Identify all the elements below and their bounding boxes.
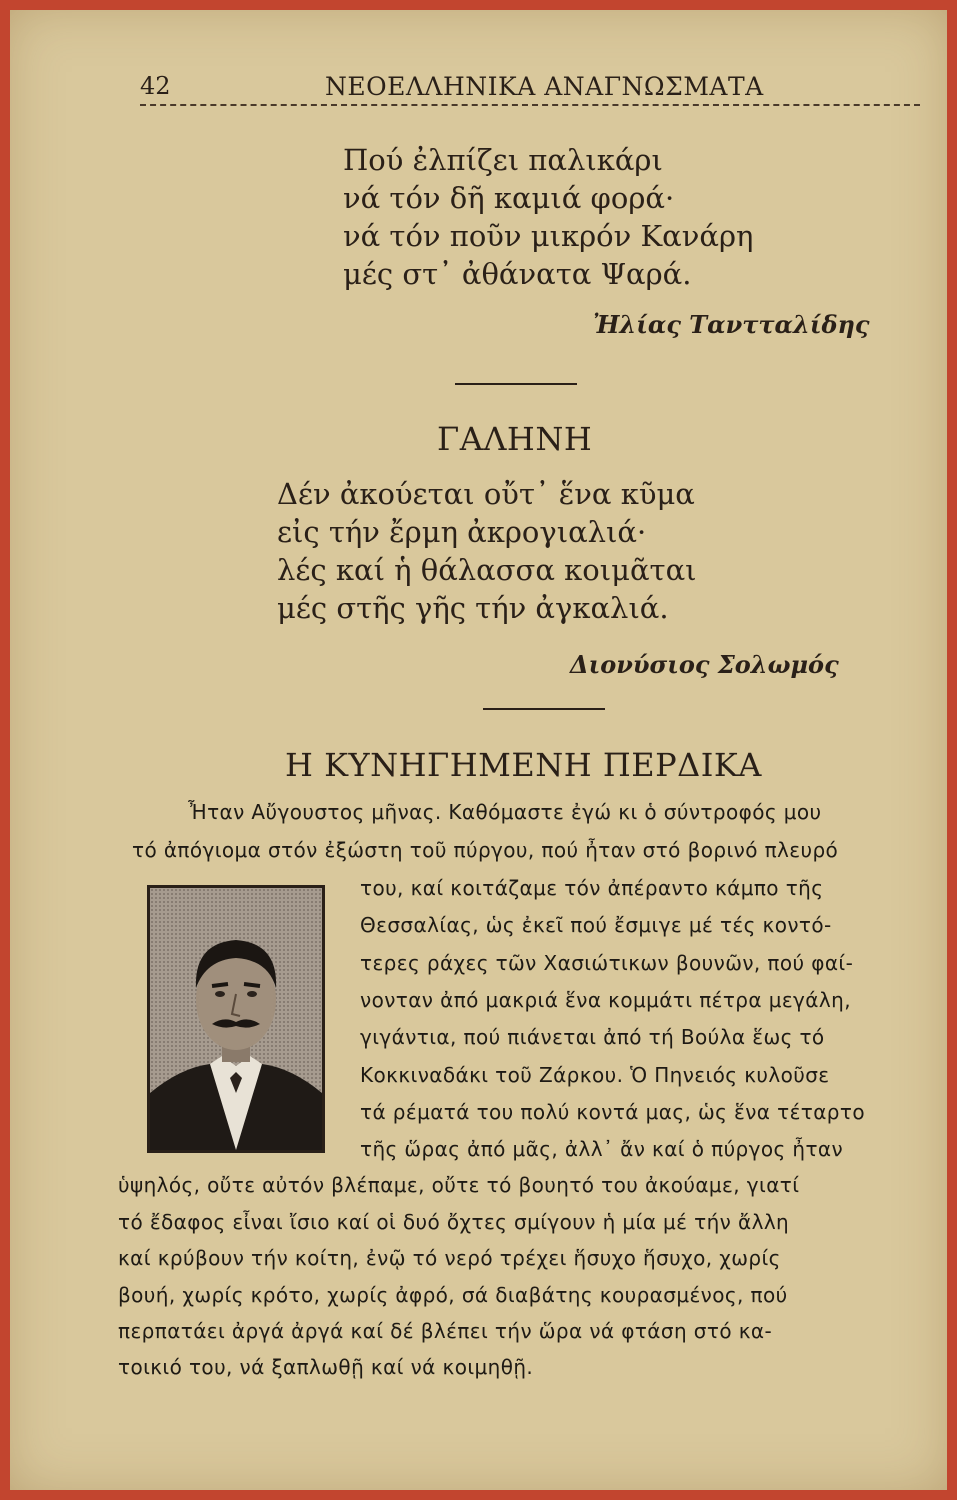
story-line: τῆς ὥρας ἀπό μᾶς, ἀλλ᾿ ἄν καί ὁ πύργος ἦταν bbox=[360, 1137, 844, 1161]
story-line: τό ἀπόγιομα στόν ἐξώστη τοῦ πύργου, πού ἦταν στό βορινό πλευρό bbox=[132, 838, 839, 862]
poem-2-line: Δέν ἀκούεται οὔτ᾿ ἕνα κῦμα bbox=[277, 477, 695, 511]
poem-2-title: ΓΑΛΗΝΗ bbox=[437, 420, 593, 458]
story-line: του, καί κοιτάζαμε τόν ἀπέραντο κάμπο τῆς bbox=[360, 876, 824, 900]
story-line: καί κρύβουν τήν κοίτη, ἐνῷ τό νερό τρέχει ἥσυχο ἥσυχο, χωρίς bbox=[118, 1246, 781, 1270]
page-header bbox=[140, 72, 920, 106]
story-line: Κοκκιναδάκι τοῦ Ζάρκου. Ὁ Πηνειός κυλοῦσε bbox=[360, 1063, 830, 1087]
story-line: γιγάντια, πού πιάνεται ἀπό τή Βούλα ἕως τό bbox=[360, 1025, 825, 1049]
story-line: τό ἔδαφος εἶναι ἴσιο καί οἱ δυό ὄχτες σμίγουν ἡ μία μέ τήν ἄλλη bbox=[118, 1210, 790, 1234]
poem-1-line: νά τόν δῆ καμιά φορά· bbox=[343, 181, 675, 215]
poem-2 bbox=[277, 475, 697, 627]
running-title: ΝΕΟΕΛΛΗΝΙΚΑ ΑΝΑΓΝΩΣΜΑΤΑ bbox=[325, 72, 764, 101]
poem-1-line: νά τόν ποῦν μικρόν Κανάρη bbox=[343, 219, 754, 253]
section-divider bbox=[483, 708, 605, 710]
story-line: τά ρέματά του πολύ κοντά μας, ὡς ἕνα τέταρτο bbox=[360, 1100, 865, 1124]
poem-1 bbox=[343, 141, 753, 293]
story-line: περπατάει ἀργά ἀργά καί δέ βλέπει τήν ὥρα νά φτάση στό κα- bbox=[118, 1319, 773, 1343]
story-line: Ἦταν Αὔγουστος μῆνας. Καθόμαστε ἐγώ κι ὁ σύντροφός μου bbox=[188, 800, 822, 824]
story-line: βουή, χωρίς κρότο, χωρίς ἀφρό, σά διαβάτης κουρασμένος, πού bbox=[118, 1283, 788, 1307]
author-portrait bbox=[147, 885, 325, 1153]
story-line: τερες ράχες τῶν Χασιώτικων βουνῶν, πού φαί- bbox=[360, 951, 854, 975]
page-number: 42 bbox=[140, 72, 171, 100]
story-line: Θεσσαλίας, ὡς ἐκεῖ πού ἔσμιγε μέ τές κοντό- bbox=[360, 913, 832, 937]
portrait-image bbox=[150, 888, 322, 1150]
story-title: Η ΚΥΝΗΓΗΜΕΝΗ ΠΕΡΔΙΚΑ bbox=[285, 746, 762, 784]
poem-1-line: μές στ᾿ ἀθάνατα Ψαρά. bbox=[343, 257, 692, 291]
header-rule bbox=[140, 104, 920, 106]
story-line: νονταν ἀπό μακριά ἕνα κομμάτι πέτρα μεγάλη, bbox=[360, 988, 851, 1012]
poem-2-line: εἰς τήν ἔρμη ἀκρογιαλιά· bbox=[277, 515, 647, 549]
poem-1-line: Πού ἐλπίζει παλικάρι bbox=[343, 143, 663, 177]
story-line: ὑψηλός, οὔτε αὐτόν βλέπαμε, οὔτε τό βουητό του ἀκούαμε, γιατί bbox=[118, 1173, 800, 1197]
story-line: τοικιό του, νά ξαπλωθῇ καί νά κοιμηθῇ. bbox=[118, 1355, 534, 1379]
poem-2-author: Διονύσιος Σολωμός bbox=[570, 650, 839, 679]
poem-2-line: λές καί ἡ θάλασσα κοιμᾶται bbox=[277, 553, 697, 587]
poem-1-author: Ἠλίας Ταντταλίδης bbox=[593, 310, 870, 339]
poem-2-line: μές στῆς γῆς τήν ἀγκαλιά. bbox=[277, 591, 669, 625]
section-divider bbox=[455, 383, 577, 385]
